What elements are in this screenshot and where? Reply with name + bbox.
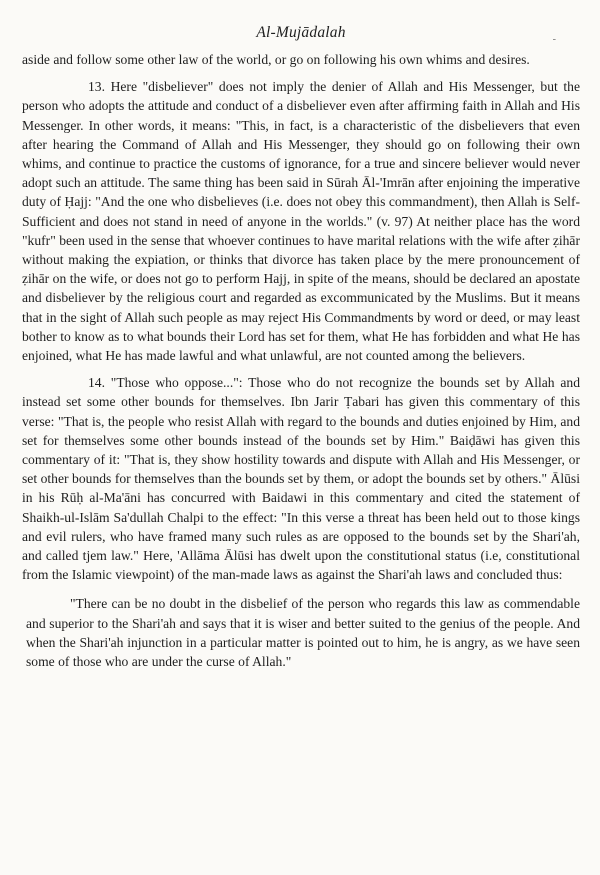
- block-quotation: "There can be no doubt in the disbelief of the person who regards this law as commendable and superior to the Shari'ah and says that it is wiser and better suited to the genius of the people. And when the Shari'ah injunction in a particular matter is pointed out to him, he is angry, as we have seen some of those who are under the curse of Allah.": [26, 596, 580, 670]
- paragraph-continuation: aside and follow some other law of the world, or go on following his own whims and desires.: [22, 52, 530, 67]
- paragraph-note-14: 14. "Those who oppose...": Those who do not recognize the bounds set by Allah and instead set some other bounds for themselves. Ibn Jarir Ṭabari has given this commentary of this verse: "That is, the people who resist Allah with regard to the bounds and duties enjoined by Him, and set for themselves some other bounds instead of the bounds set by Him." Baiḍāwi has given this commentary of it: "That is, they show hostility towards and dispute with Allah and His Messenger, or set other bounds for themselves than the bounds set by them, or adopt the bounds set by others." Ālūsi in his Rūḥ al-Ma'āni has concurred with Baidawi in this commentary and cited the statement of Shaikh-ul-Islām Sa'dullah Chalpi to the effect: "In this verse a threat has been held out to those kings and evil rulers, who have framed many such rules as are opposed to the bounds set by the Shari'ah, and called tjem law." Here, 'Allāma Ālūsi has dwelt upon the constitutional status (i.e, constitutional from the Islamic viewpoint) of the man-made laws as against the Shari'ah laws and concluded thus:: [22, 375, 580, 583]
- corner-mark: -: [552, 34, 556, 45]
- paragraph-note-13: 13. Here "disbeliever" does not imply the denier of Allah and His Messenger, but the person who adopts the attitude and conduct of a disbeliever even after affirming faith in Allah and His Messenger. In other words, it means: "This, in fact, is a characteristic of the disbelievers that even after hearing the Command of Allah and His Messenger, they should go on following their own whims, and continue to practice the customs of ignorance, for a true and sincere believer would never adopt such an attitude. The same thing has been said in Sūrah Āl-'Imrān after enjoining the imperative duty of Ḥajj: "And the one who disbelieves (i.e. does not obey this commandment), then Allah is Self-Sufficient and does not stand in need of anyone in the worlds." (v. 97) At neither place has the word "kufr" been used in the sense that whoever continues to have marital relations with the wife after ẓihār without making the expiation, or thinks that divorce has taken place by the mere pronouncement of ẓihār on the wife, or does not go to perform Hajj, in spite of the means, should be declared an apostate and disbeliever by the religious court and regarded as excommunicated by the Muslims. But it means that in the sight of Allah such people as may reject His Commandments by word or deed, or may least bother to know as to what bounds their Lord has set for them, what He has forbidden and what He has enjoined, what He has made lawful and what unlawful, are not counted among the believers.: [22, 79, 580, 364]
- running-header-title: Al-Mujādalah: [256, 24, 346, 41]
